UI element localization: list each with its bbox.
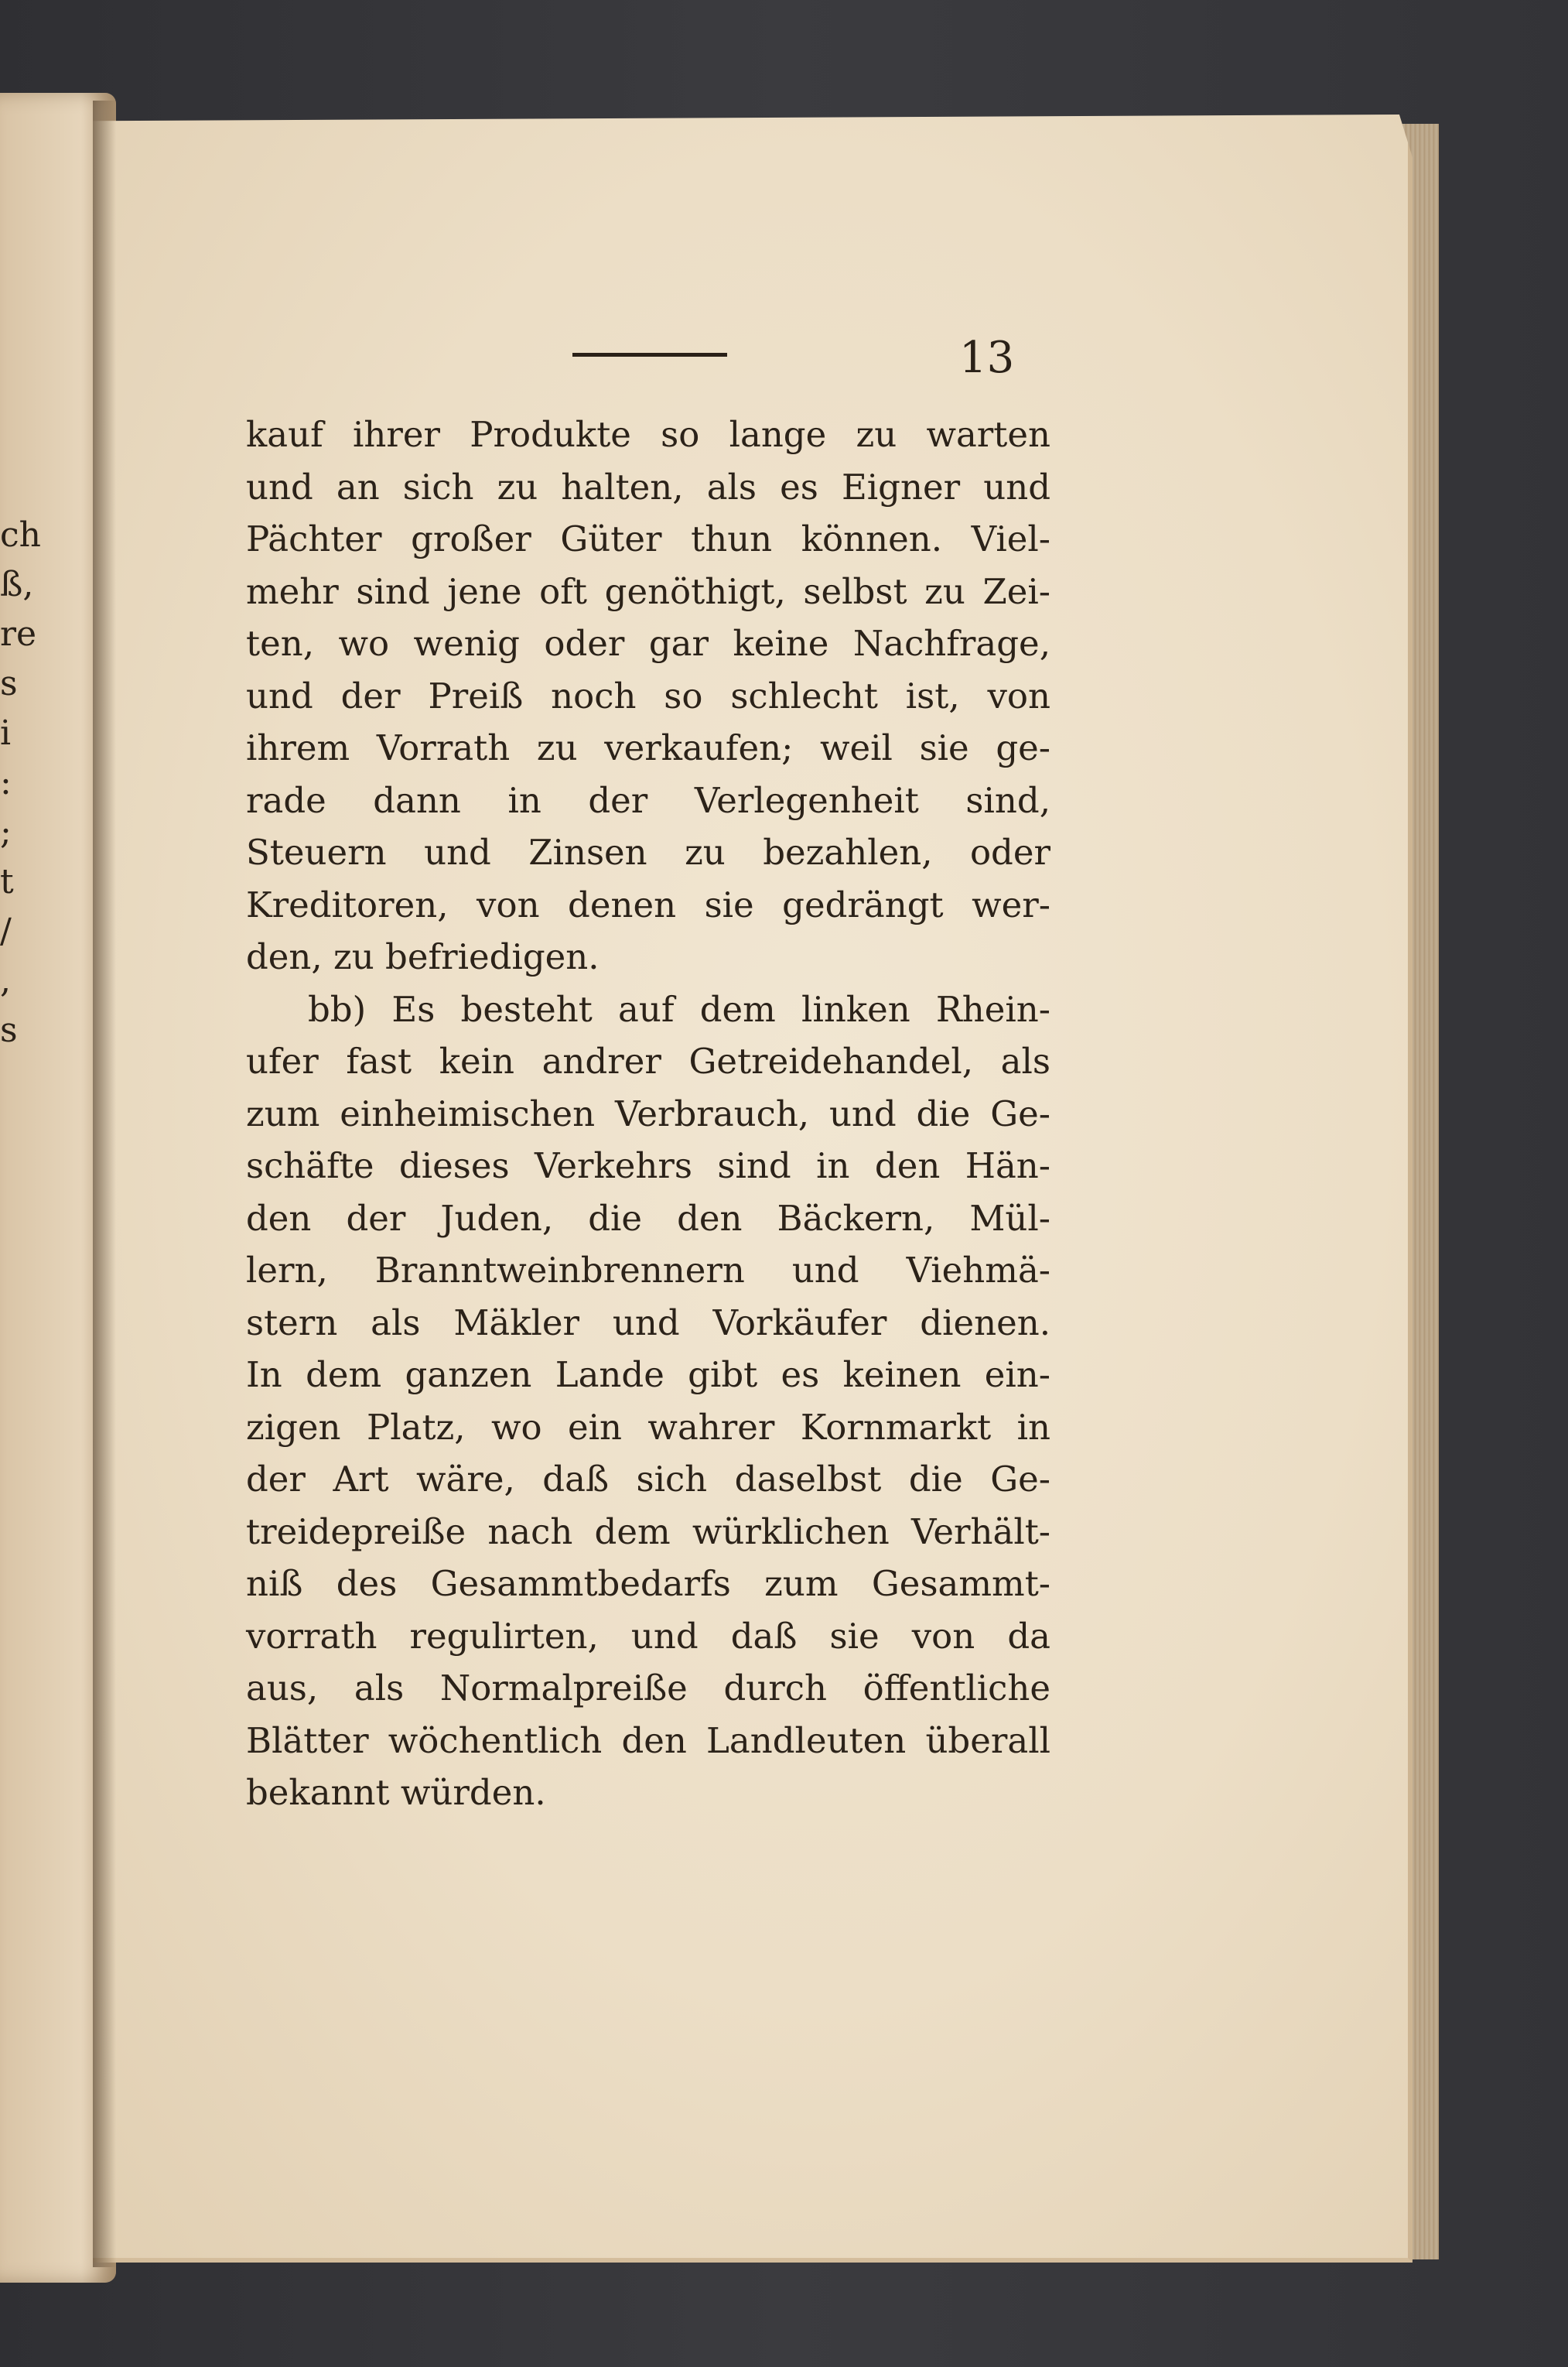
text-line: und der Preiß noch so schlecht ist, von <box>246 675 1050 717</box>
text-line: kauf ihrer Produkte so lange zu warten <box>246 414 1050 455</box>
text-line: bb) Es besteht auf dem linken Rhein- <box>308 988 1050 1030</box>
text-line: den der Juden, die den Bäckern, Mül- <box>246 1197 1050 1239</box>
left-fragment: t <box>0 862 14 901</box>
book-gutter-shadow <box>93 101 116 2267</box>
text-line: stern als Mäkler und Vorkäufer dienen. <box>246 1302 1050 1343</box>
page-number: 13 <box>959 333 1015 383</box>
left-fragment: s <box>0 1011 18 1050</box>
text-line: aus, als Normalpreiße durch öffentliche <box>246 1668 1050 1709</box>
text-line: rade dann in der Verlegenheit sind, <box>246 779 1050 821</box>
text-line: Pächter großer Güter thun können. Viel- <box>246 518 1050 559</box>
left-fragment: ß, <box>0 565 34 604</box>
paragraph <box>246 983 1050 1819</box>
text-line: treidepreiße nach dem würklichen Verhält- <box>246 1510 1050 1552</box>
text-line: mehr sind jene oft genöthigt, selbst zu Zei- <box>246 570 1050 612</box>
left-fragment: ch <box>0 515 41 555</box>
text-line: niß des Gesammtbedarfs zum Gesammt- <box>246 1563 1050 1604</box>
left-fragment: i <box>0 713 12 753</box>
text-line: zigen Platz, wo ein wahrer Kornmarkt in <box>246 1406 1050 1448</box>
paragraph <box>246 409 1050 983</box>
text-line: Kreditoren, von denen sie gedrängt wer- <box>246 884 1050 925</box>
text-line: ten, wo wenig oder gar keine Nachfrage, <box>246 623 1050 664</box>
text-line: Steuern und Zinsen zu bezahlen, oder <box>246 832 1050 873</box>
text-line: Blätter wöchentlich den Landleuten überall <box>246 1719 1050 1761</box>
text-line: In dem ganzen Lande gibt es keinen ein- <box>246 1354 1050 1395</box>
text-line: lern, Branntweinbrennern und Viehmä- <box>246 1250 1050 1291</box>
left-fragment: / <box>0 912 12 951</box>
text-line: bekannt würden. <box>246 1772 546 1813</box>
text-line: der Art wäre, daß sich daselbst die Ge- <box>246 1459 1050 1500</box>
left-page-text-fragments <box>0 511 41 1055</box>
left-fragment: s <box>0 664 18 703</box>
header-rule <box>572 353 727 357</box>
text-line: vorrath regulirten, und daß sie von da <box>246 1615 1050 1657</box>
body-text <box>246 409 1050 1819</box>
text-line: ufer fast kein andrer Getreidehandel, als <box>246 1041 1050 1082</box>
text-line: ihrem Vorrath zu verkaufen; weil sie ge- <box>246 727 1050 768</box>
text-line: und an sich zu halten, als es Eigner und <box>246 466 1050 508</box>
left-fragment: , <box>0 961 11 1001</box>
text-line: schäfte dieses Verkehrs sind in den Hän- <box>246 1145 1050 1186</box>
left-fragment: : <box>0 763 12 802</box>
left-fragment: re <box>0 614 37 654</box>
left-fragment: ; <box>0 812 12 852</box>
text-line: den, zu befriedigen. <box>246 936 600 977</box>
text-line: zum einheimischen Verbrauch, und die Ge- <box>246 1093 1050 1134</box>
